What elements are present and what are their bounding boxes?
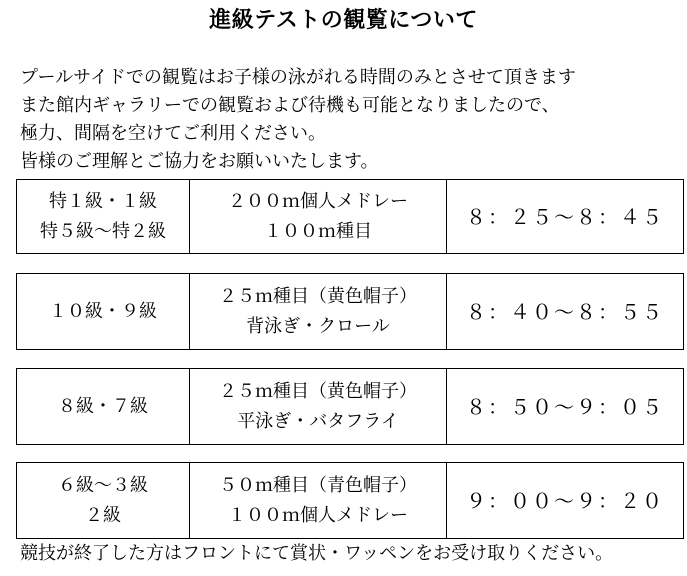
time-cell [447, 463, 684, 539]
time-cell [447, 180, 684, 254]
event-label: ５０ｍ種目（青色帽子） [219, 474, 417, 496]
event-cell [190, 369, 447, 445]
grade-cell [17, 369, 190, 445]
schedule-row [17, 369, 684, 445]
schedule-row [17, 463, 684, 539]
grade-label: ２級 [85, 504, 121, 526]
schedule-table-3 [16, 368, 684, 445]
intro-line: 皆様のご理解とご協力をお願いいたします。 [20, 151, 379, 172]
time-cell [447, 369, 684, 445]
intro-line: プールサイドでの観覧はお子様の泳がれる時間のみとさせて頂きます [20, 67, 576, 88]
grade-cell [17, 274, 190, 350]
event-label: ２５ｍ種目（黄色帽子） [219, 380, 417, 402]
intro-text [20, 64, 685, 176]
time-label: ８：５０～９：０５ [466, 394, 664, 419]
event-label: １００ｍ種目 [264, 220, 372, 242]
time-label: ８：４０～８：５５ [466, 299, 664, 324]
schedule-row [17, 180, 684, 254]
time-label: ８：２５～８：４５ [466, 204, 664, 229]
event-label: ２００ｍ個人メドレー [228, 190, 408, 212]
grade-label: 特５級～特２級 [40, 220, 166, 242]
grade-label: 特１級・１級 [49, 190, 157, 212]
intro-line: 極力、間隔を空けてご利用ください。 [20, 123, 326, 144]
schedule-row [17, 274, 684, 350]
intro-line: また館内ギャラリーでの観覧および待機も可能となりましたので、 [20, 95, 560, 116]
schedule-table-1 [16, 179, 684, 254]
grade-label: ８級・７級 [58, 395, 148, 417]
grade-label: １０級・９級 [49, 300, 157, 322]
grade-cell [17, 180, 190, 254]
time-cell [447, 274, 684, 350]
event-label: 平泳ぎ・バタフライ [237, 410, 399, 432]
footer-note: 競技が終了した方はフロントにて賞状・ワッペンをお受け取りください。 [20, 543, 614, 564]
schedule-table-4 [16, 462, 684, 539]
event-cell [190, 463, 447, 539]
event-label: １００ｍ個人メドレー [228, 504, 408, 526]
grade-label: ６級～３級 [58, 474, 148, 496]
time-label: ９：００～９：２０ [466, 488, 664, 513]
event-cell [190, 274, 447, 350]
event-cell [190, 180, 447, 254]
event-label: ２５ｍ種目（黄色帽子） [219, 285, 417, 307]
page-title: 進級テストの観覧について [209, 8, 478, 33]
grade-cell [17, 463, 190, 539]
schedule-table-2 [16, 273, 684, 350]
event-label: 背泳ぎ・クロール [246, 315, 390, 337]
